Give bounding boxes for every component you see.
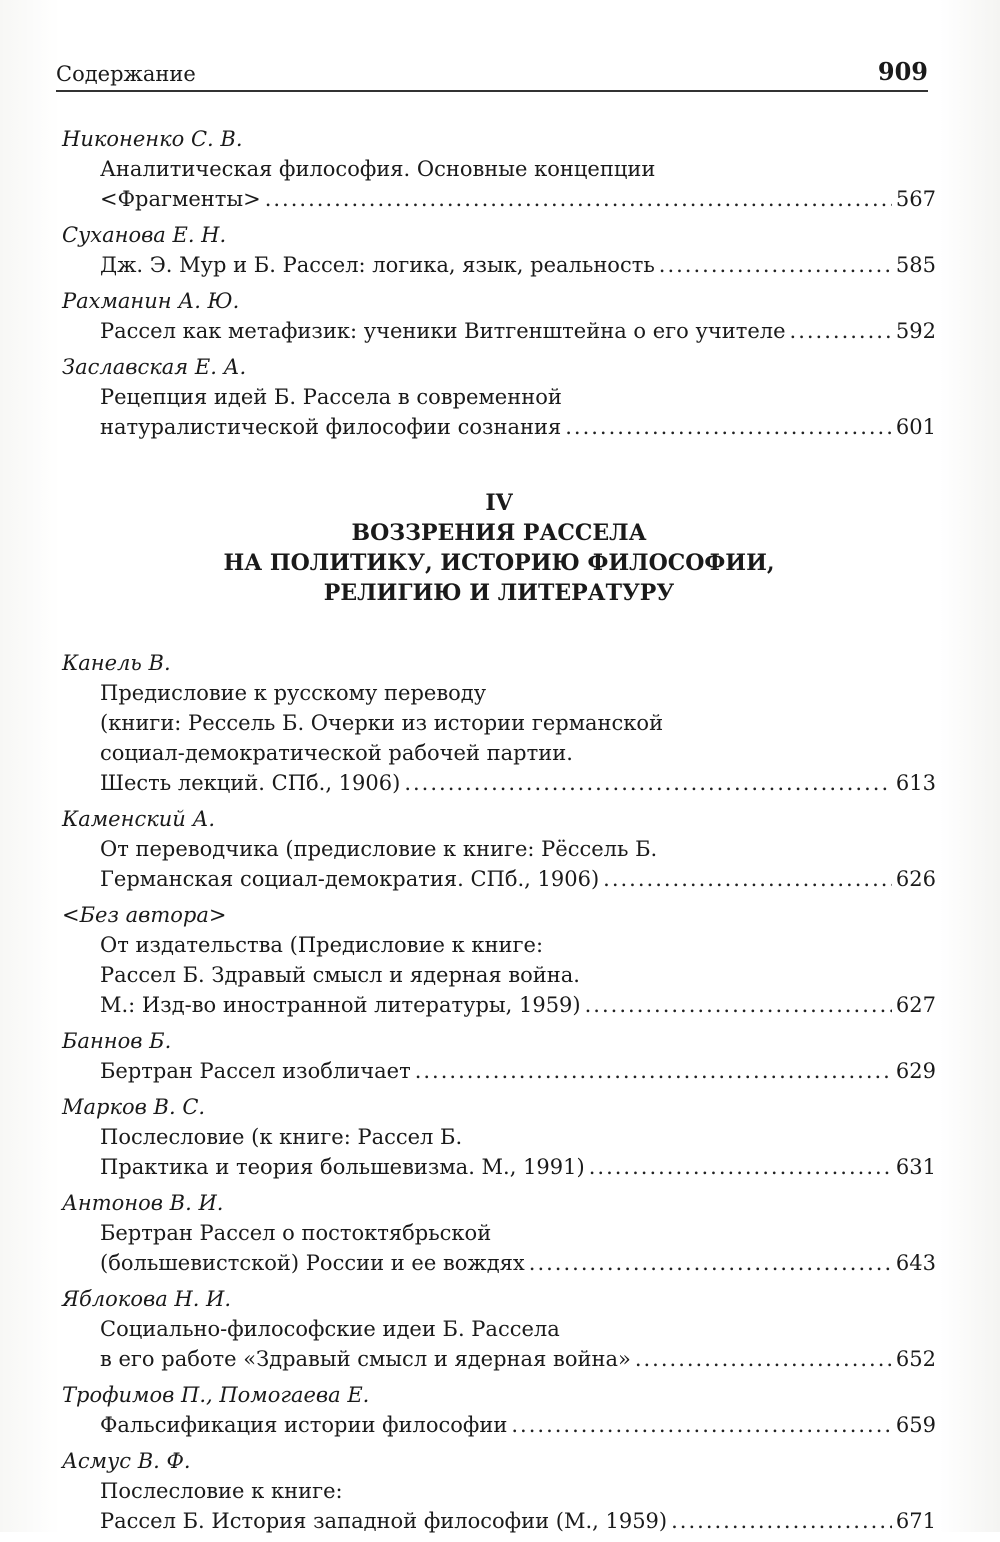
entry-page-number: 601 <box>895 415 936 439</box>
entry-final-line <box>62 1056 936 1086</box>
dot-leader <box>415 1056 892 1086</box>
entry-page-number: 671 <box>895 1509 936 1533</box>
entry-title-line: Рассел как метафизик: ученики Витгенштейна о его учителе <box>100 319 786 343</box>
entry-final-line <box>62 1344 936 1374</box>
dot-leader <box>589 1152 892 1182</box>
entry-author: Антонов В. И. <box>62 1191 224 1215</box>
entry-title-line: От издательства (Предисловие к книге: <box>100 933 544 957</box>
entry-author: Марков В. С. <box>62 1095 206 1119</box>
entry-title-line: От переводчика (предисловие к книге: Рёссель Б. <box>100 837 658 861</box>
toc-entries-bottom <box>62 648 936 1536</box>
entry-final-line <box>62 1410 936 1440</box>
entry-title-line: Послесловие (к книге: Рассел Б. <box>100 1125 463 1149</box>
toc-entry <box>62 220 936 280</box>
entry-title-line: (книги: Рессель Б. Очерки из истории германской <box>100 711 664 735</box>
toc-entries-top <box>62 124 936 442</box>
dot-leader <box>585 990 892 1020</box>
section-number: IV <box>485 490 513 516</box>
entry-title-line: Практика и теория большевизма. М., 1991) <box>100 1155 585 1179</box>
table-of-contents <box>62 124 936 1542</box>
entry-title-line: Фальсификация истории философии <box>100 1413 508 1437</box>
entry-page-number: 626 <box>895 867 936 891</box>
entry-final-line <box>62 768 936 798</box>
entry-title-line: Бертран Рассел о постоктябрьской <box>100 1221 492 1245</box>
entry-title-line: Дж. Э. Мур и Б. Рассел: логика, язык, реальность <box>100 253 655 277</box>
header-title: Содержание <box>56 62 196 86</box>
entry-page-number: 585 <box>895 253 936 277</box>
toc-entry <box>62 286 936 346</box>
toc-entry <box>62 1446 936 1536</box>
entry-title-line: М.: Изд-во иностранной литературы, 1959) <box>100 993 581 1017</box>
dot-leader <box>790 316 892 346</box>
entry-final-line <box>62 316 936 346</box>
entry-author: Баннов Б. <box>62 1029 172 1053</box>
toc-entry <box>62 648 936 798</box>
entry-page-number: 643 <box>895 1251 936 1275</box>
entry-page-number: 631 <box>895 1155 936 1179</box>
dot-leader <box>265 184 892 214</box>
entry-final-line <box>62 250 936 280</box>
entry-author: Рахманин А. Ю. <box>62 289 240 313</box>
entry-final-line <box>62 990 936 1020</box>
toc-entry <box>62 352 936 442</box>
entry-author: Канель В. <box>62 651 171 675</box>
entry-title-line: Послесловие к книге: <box>100 1479 343 1503</box>
entry-title-line: Аналитическая философия. Основные концепции <box>100 157 656 181</box>
entry-page-number: 613 <box>895 771 936 795</box>
entry-title-line: Шесть лекций. СПб., 1906) <box>100 771 401 795</box>
entry-title-line: Рецепция идей Б. Рассела в современной <box>100 385 562 409</box>
section-title-line: РЕЛИГИЮ И ЛИТЕРАТУРУ <box>323 580 675 606</box>
toc-entry <box>62 1188 936 1278</box>
dot-leader <box>603 864 892 894</box>
toc-entry <box>62 804 936 894</box>
entry-page-number: 567 <box>895 187 936 211</box>
toc-entry <box>62 1380 936 1440</box>
entry-final-line <box>62 184 936 214</box>
entry-title-line: Рассел Б. История западной философии (М., 1959) <box>100 1509 668 1533</box>
toc-entry <box>62 124 936 214</box>
section-title-line: ВОЗЗРЕНИЯ РАССЕЛА <box>351 520 647 546</box>
entry-author: Яблокова Н. И. <box>62 1287 232 1311</box>
entry-page-number: 652 <box>895 1347 936 1371</box>
dot-leader <box>511 1410 892 1440</box>
entry-final-line <box>62 1248 936 1278</box>
toc-entry <box>62 900 936 1020</box>
entry-page-number: 629 <box>895 1059 936 1083</box>
entry-author: Трофимов П., Помогаева Е. <box>62 1383 370 1407</box>
entry-page-number: 659 <box>895 1413 936 1437</box>
entry-page-number: 627 <box>895 993 936 1017</box>
entry-final-line <box>62 412 936 442</box>
entry-title-line: социал-демократической рабочей партии. <box>100 741 573 765</box>
dot-leader <box>565 412 892 442</box>
section-title-line: НА ПОЛИТИКУ, ИСТОРИЮ ФИЛОСОФИИ, <box>223 550 775 576</box>
entry-title-line: <Фрагменты> <box>100 187 261 211</box>
section-heading <box>62 488 936 608</box>
dot-leader <box>529 1248 892 1278</box>
entry-author: Каменский А. <box>62 807 216 831</box>
toc-entry <box>62 1284 936 1374</box>
toc-entry <box>62 1026 936 1086</box>
entry-title-line: в его работе «Здравый смысл и ядерная война» <box>100 1347 631 1371</box>
dot-leader <box>404 768 892 798</box>
entry-title-line: натуралистической философии сознания <box>100 415 562 439</box>
dot-leader <box>659 250 892 280</box>
entry-title-line: Германская социал-демократия. СПб., 1906) <box>100 867 600 891</box>
entry-final-line <box>62 1152 936 1182</box>
running-header <box>56 54 928 92</box>
page-number: 909 <box>877 57 928 86</box>
toc-entry <box>62 1092 936 1182</box>
entry-author: Никоненко С. В. <box>62 127 243 151</box>
entry-title-line: (большевистской) России и ее вождях <box>100 1251 525 1275</box>
entry-page-number: 592 <box>895 319 936 343</box>
entry-author: Суханова Е. Н. <box>62 223 227 247</box>
dot-leader <box>635 1344 892 1374</box>
entry-author: Асмус В. Ф. <box>62 1449 191 1473</box>
entry-title-line: Бертран Рассел изобличает <box>100 1059 411 1083</box>
entry-author: <Без автора> <box>62 903 227 927</box>
entry-final-line <box>62 864 936 894</box>
entry-title-line: Предисловие к русскому переводу <box>100 681 487 705</box>
entry-author: Заславская Е. А. <box>62 355 247 379</box>
entry-title-line: Социально-философские идеи Б. Рассела <box>100 1317 560 1341</box>
entry-title-line: Рассел Б. Здравый смысл и ядерная война. <box>100 963 580 987</box>
